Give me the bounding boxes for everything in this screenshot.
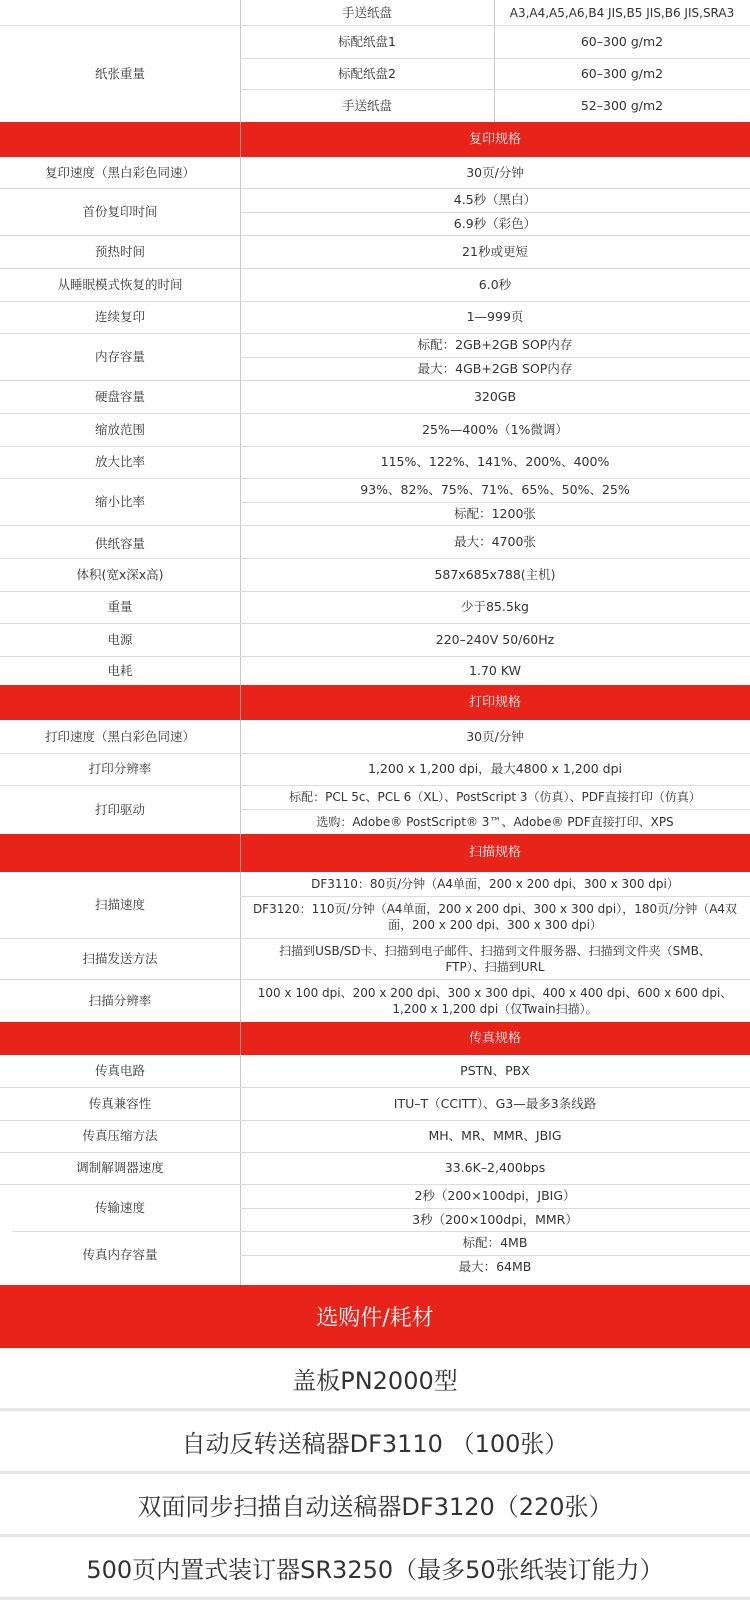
accessory-item: 双面同步扫描自动送稿器DF3120（220张） [0,1474,750,1537]
paper-size-sub-label: 手送纸盘 [341,4,392,20]
continuous-copy-value: 1—999页 [466,309,524,324]
enlarge-ratio-label: 放大比率 [94,454,145,469]
scan-resolution-value: 100 x 100 dpi、200 x 200 dpi、300 x 300 dpi、400 x 400 dpi、600 x 600 dpi、1,200 x 1,200 dpi（仅Twain扫描）。 [257,985,733,1016]
print-spec-table [0,720,750,834]
scan-spec-table [0,872,750,1022]
first-copy-time-label: 首份复印时间 [82,203,158,219]
weight-value: 少于85.5kg [460,599,529,614]
fax-section-header [0,1022,750,1055]
dimensions-label: 体积(宽x深x高) [76,566,164,582]
print-speed-value: 30页/分钟 [466,728,524,744]
print-section-header [0,685,750,720]
zoom-range-label: 缩放范围 [94,421,145,437]
fax-compat-value: ITU–T（CCITT）、G3—最多3条线路 [393,1095,597,1111]
copy-spec-table [0,157,750,685]
consumption-value: 1.70 KW [469,662,521,678]
fax-memory-label: 传真内存容量 [82,1246,158,1262]
enlarge-ratio-value: 115%、122%、141%、200%、400% [380,454,610,469]
accessory-item: 500页内置式装订器SR3250（最多50张纸装订能力） [0,1537,750,1600]
modem-speed-label: 调制解调器速度 [76,1160,164,1175]
zoom-range-value: 25%—400%（1%微调） [422,421,568,437]
memory-max: 最大：4GB+2GB SOP内存 [417,360,573,376]
first-copy-time-color: 6.9秒（彩色） [453,215,537,231]
fax-memory-standard: 标配：4MB [462,1235,528,1250]
dimensions-value: 587x685x788(主机) [434,566,556,582]
scan-speed-df3110: DF3110：80页/分钟（A4单面，200 x 200 dpi、300 x 300 dpi） [311,877,679,891]
fax-line-value: PSTN、PBX [460,1063,530,1078]
memory-label: 内存容量 [94,348,145,364]
copy-speed-value: 30页/分钟 [466,164,524,180]
print-driver-standard: 标配：PCL 5c、PCL 6（XL）、PostScript 3（仿真）、PDF直接打印（仿真） [289,790,701,804]
print-speed-label: 打印速度（黑白彩色同速） [44,728,195,744]
modem-speed-value: 33.6K–2,400bps [444,1160,546,1175]
power-value: 220–240V 50/60Hz [435,631,555,647]
paper-size-value: A3,A4,A5,A6,B4 JIS,B5 JIS,B6 JIS,SRA3 [509,5,735,20]
accessory-item: 自动反转送稿器DF3110 （100张） [0,1411,750,1474]
paper-supply-standard: 标配：1200张 [454,505,536,521]
hdd-value: 320GB [473,388,517,404]
print-driver-label: 打印驱动 [94,801,145,817]
accessories-title: 选购件/耗材 [0,1285,750,1348]
print-resolution-value: 1,200 x 1,200 dpi，最大4800 x 1,200 dpi [368,761,622,776]
accessory-item: 盖板PN2000型 [0,1348,750,1411]
paper-supply-max: 最大：4700张 [454,533,536,549]
tray2-label: 标配纸盘2 [338,65,396,81]
scan-section-title: 扫描规格 [468,845,521,860]
print-resolution-label: 打印分辨率 [88,761,152,776]
reduce-ratio-label: 缩小比率 [94,493,145,509]
copy-section-header [0,122,750,157]
bypass-tray-label: 手送纸盘 [341,97,392,113]
memory-standard: 标配：2GB+2GB SOP内存 [417,337,573,352]
copy-section-title: 复印规格 [468,131,521,147]
sleep-recovery-label: 从睡眠模式恢复的时间 [57,276,183,292]
paper-spec-table [0,0,750,122]
first-copy-time-bw: 4.5秒（黑白） [453,192,537,207]
scan-resolution-label: 扫描分辨率 [88,992,152,1008]
scan-speed-label: 扫描速度 [94,897,145,912]
reduce-ratio-value: 93%、82%、75%、71%、65%、50%、25% [360,482,630,497]
fax-compress-value: MH、MR、MMR、JBIG [428,1128,562,1143]
scan-send-value: 扫描到USB/SD卡、扫描到电子邮件、扫描到文件服务器、扫描到文件夹（SMB、FTP）、扫描到URL [279,943,711,974]
tray1-label: 标配纸盘1 [338,33,396,49]
fax-compress-label: 传真压缩方法 [82,1128,158,1143]
power-label: 电源 [107,631,133,647]
warmup-value: 21秒或更短 [462,243,528,259]
weight-label: 重量 [107,599,133,614]
fax-transmit-jbig: 2秒（200×100dpi，JBIG） [414,1188,576,1203]
continuous-copy-label: 连续复印 [94,309,145,324]
paper-weight-label: 纸张重量 [94,65,145,81]
warmup-label: 预热时间 [94,243,145,259]
scan-speed-df3120: DF3120：110页/分钟（A4单面，200 x 200 dpi、300 x 300 dpi），180页/分钟（A4双面，200 x 200 dpi、300 x 300 dpi） [252,902,738,932]
fax-transmit-label: 传输速度 [94,1199,145,1215]
fax-memory-max: 最大：64MB [458,1258,532,1274]
fax-spec-table [0,1055,750,1285]
hdd-label: 硬盘容量 [94,388,145,404]
print-section-title: 打印规格 [468,694,521,710]
fax-line-label: 传真电路 [94,1063,145,1078]
fax-section-title: 传真规格 [468,1030,521,1046]
print-driver-optional: 选购：Adobe® PostScript® 3™、Adobe® PDF直接打印、XPS [316,814,674,829]
fax-compat-label: 传真兼容性 [88,1095,152,1111]
scan-send-label: 扫描发送方法 [82,950,158,966]
copy-speed-label: 复印速度（黑白彩色同速） [44,164,195,180]
tray1-weight-value: 60–300 g/m2 [580,33,664,49]
bypass-tray-weight-value: 52–300 g/m2 [580,97,664,113]
tray2-weight-value: 60–300 g/m2 [580,65,664,81]
fax-transmit-mmr: 3秒（200×100dpi，MMR） [412,1211,578,1227]
sleep-recovery-value: 6.0秒 [478,276,512,292]
scan-section-header [0,834,750,872]
consumption-label: 电耗 [107,662,133,678]
paper-supply-label: 供纸容量 [94,536,145,551]
